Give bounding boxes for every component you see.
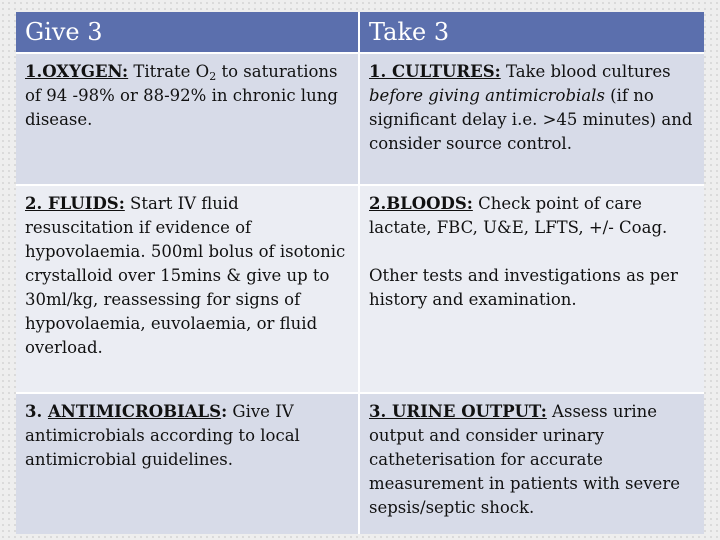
cultures-label: 1. CULTURES:: [369, 62, 501, 81]
antimicrobials-cell: [16, 392, 360, 534]
oxygen-label: 1.OXYGEN:: [25, 62, 129, 81]
cultures-cell: [360, 52, 704, 184]
oxygen-text-a: Titrate O: [128, 62, 210, 81]
bloods-cell: [360, 184, 704, 392]
fluids-label: 2. FLUIDS:: [25, 194, 125, 213]
fluids-cell: [16, 184, 360, 392]
cultures-italic: before giving antimicrobials: [369, 86, 605, 105]
oxygen-cell: [16, 52, 360, 184]
give-take-table: [16, 12, 704, 534]
fluids-text: Start IV fluid resuscitation if evidence of hypovolaemia. 500ml bolus of isotonic crystalloid over 15mins & give up to 30ml/kg, reassessing for signs of hypovolaemia, euvolaemia, or fluid overload.: [25, 194, 346, 357]
bloods-label: 2.BLOODS:: [369, 194, 473, 213]
urine-text: Assess urine output and consider urinary catheterisation for accurate measurement in patients with severe sepsis/septic shock.: [369, 402, 680, 517]
cultures-text-b: (if no significant delay i.e. >45 minutes) and consider source control.: [369, 86, 693, 153]
urine-label: 3. URINE OUTPUT:: [369, 402, 547, 421]
antimicrobials-colon: :: [221, 402, 228, 421]
bloods-text: Check point of care lactate, FBC, U&E, LFTS, +/- Coag.: [369, 194, 668, 237]
antimicrobials-label: ANTIMICROBIALS: [47, 402, 222, 421]
take-3-header: Take 3: [360, 12, 704, 52]
bloods-para-1: [369, 192, 696, 240]
oxygen-subscript: 2: [209, 70, 217, 83]
oxygen-text-b: to saturations of 94 -98% or 88-92% in chronic lung disease.: [25, 62, 338, 129]
urine-cell: [360, 392, 704, 534]
bloods-para-2: Other tests and investigations as per history and examination.: [369, 266, 678, 309]
give-3-header: Give 3: [16, 12, 360, 52]
antimicrobials-number: 3.: [25, 402, 48, 421]
paragraph-gap: [369, 240, 696, 264]
antimicrobials-text: Give IV antimicrobials according to local antimicrobial guidelines.: [25, 402, 300, 469]
cultures-text-a: Take blood cultures: [500, 62, 671, 81]
